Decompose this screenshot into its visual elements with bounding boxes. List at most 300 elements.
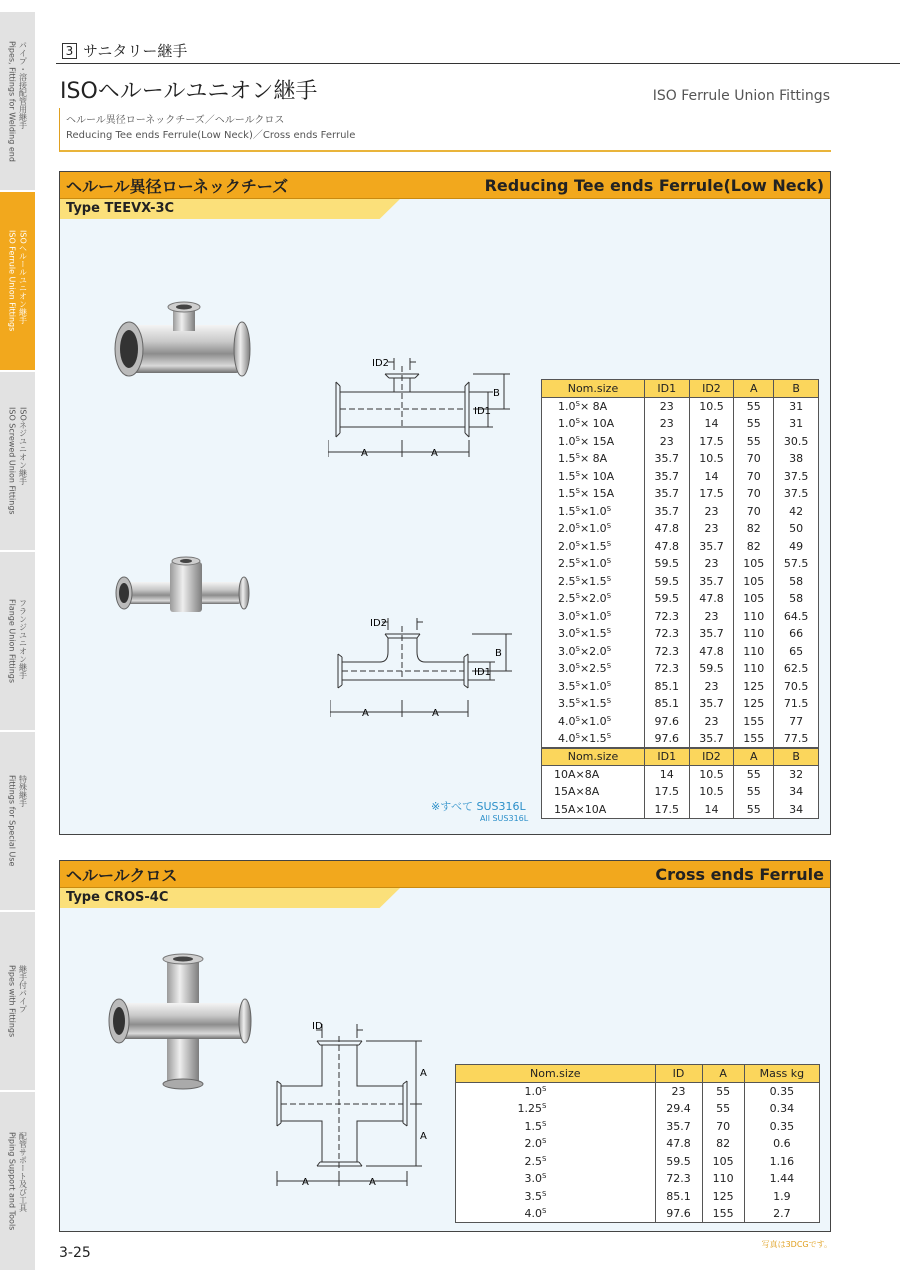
chapter-sidebar <box>0 12 35 1272</box>
nom-size-cell <box>542 678 645 696</box>
nom-size-sup: S <box>575 697 580 706</box>
cross-ferrule-spec-table <box>455 1064 820 1223</box>
sidebar-tab-label <box>7 599 29 683</box>
nom-size-major: 4.0 <box>558 714 576 728</box>
table-cell: 23 <box>689 520 734 538</box>
nom-size-minor: ×1.0 <box>579 557 607 571</box>
nom-size-sup: S <box>542 1189 547 1198</box>
nom-size-sup: S <box>606 539 612 548</box>
nom-size-cell <box>542 573 645 591</box>
table-row <box>542 660 819 678</box>
sidebar-tab-label <box>7 775 29 866</box>
table-cell: 30.5 <box>774 433 819 451</box>
nom-size-major: 1.0 <box>558 417 576 431</box>
nom-size-cell <box>542 660 645 678</box>
nom-size-major: 1.5 <box>558 469 576 483</box>
table-cell: 47.8 <box>689 643 734 661</box>
table-cell: 17.5 <box>689 485 734 503</box>
table-cell: 55 <box>734 415 774 433</box>
tee-col-header: ID2 <box>689 380 734 398</box>
sidebar-tab-2[interactable] <box>0 372 35 552</box>
nom-size-major: 1.0 <box>558 434 576 448</box>
nom-size-cell <box>542 608 645 626</box>
table-cell: 71.5 <box>774 695 819 713</box>
table-row <box>456 1153 820 1171</box>
table-cell: 77 <box>774 713 819 731</box>
nom-size-cell <box>542 415 645 433</box>
table-cell: 55 <box>734 801 774 819</box>
table-cell: 97.6 <box>655 1205 702 1223</box>
table-row <box>542 520 819 538</box>
table-cell: 59.5 <box>644 590 689 608</box>
table-row <box>542 415 819 433</box>
nom-size-sup: S <box>575 452 580 461</box>
table-cell: 70 <box>734 468 774 486</box>
nom-size-minor: ×2.5 <box>579 662 607 676</box>
tee-col-header: Nom.size <box>542 380 645 398</box>
nom-size-sup: S <box>542 1137 547 1146</box>
nom-size-sup: S <box>575 504 580 513</box>
table-cell: 55 <box>702 1100 744 1118</box>
table-cell: 23 <box>644 433 689 451</box>
table-row <box>542 450 819 468</box>
sidebar-tab-3[interactable] <box>0 552 35 732</box>
table-cell: 47.8 <box>644 538 689 556</box>
drawing1-b-label: B <box>493 388 500 399</box>
table-cell: 70 <box>702 1118 744 1136</box>
table-cell: 35.7 <box>689 625 734 643</box>
nom-size-cell <box>456 1135 656 1153</box>
drawing2-a-label-left: A <box>362 708 369 719</box>
cross-ferrule-title-en: Cross ends Ferrule <box>655 864 824 884</box>
tee-col-header: B <box>774 380 819 398</box>
tee-col-header: Nom.size <box>542 748 645 766</box>
table-cell: 15A×8A <box>542 783 645 801</box>
cross-ferrule-title-ja: ヘルールクロス <box>66 865 178 885</box>
table-cell: 35.7 <box>644 485 689 503</box>
reducing-tee-header <box>60 172 830 199</box>
nom-size-major: 2.5 <box>558 592 576 606</box>
cross-col-header: Mass kg <box>744 1065 819 1083</box>
nom-size-sup: S <box>606 644 612 653</box>
table-cell: 110 <box>734 643 774 661</box>
sidebar-tab-label-ja: フランジユニオン継手 <box>18 598 28 679</box>
nom-size-sup: S <box>606 714 612 723</box>
nom-size-minor: ×1.5 <box>579 539 607 553</box>
nom-size-major: 2.5 <box>558 574 576 588</box>
nom-size-major: 1.0 <box>558 400 576 413</box>
table-row <box>542 766 819 784</box>
drawing2-a-label-right: A <box>432 708 439 719</box>
nom-size-sup: S <box>575 592 580 601</box>
table-cell: 23 <box>644 415 689 433</box>
table-cell: 72.3 <box>644 643 689 661</box>
table-cell: 70 <box>734 485 774 503</box>
table-cell: 35.7 <box>644 503 689 521</box>
nom-size-cell <box>542 485 645 503</box>
sidebar-tab-label-ja: ISOヘルールユニオン継手 <box>18 230 28 325</box>
table-cell: 50 <box>774 520 819 538</box>
table-cell: 110 <box>734 660 774 678</box>
nom-size-cell <box>456 1188 656 1206</box>
sidebar-tab-label-en: Flange Union Fittings <box>7 598 17 684</box>
table-cell: 62.5 <box>774 660 819 678</box>
nom-size-major: 3.5 <box>558 697 576 711</box>
sidebar-tab-label <box>7 230 29 331</box>
table-cell: 17.5 <box>689 433 734 451</box>
table-cell: 105 <box>734 555 774 573</box>
drawing1-a-label-right: A <box>431 448 438 459</box>
table-cell: 110 <box>734 608 774 626</box>
nom-size-sup: S <box>575 539 580 548</box>
tee-sub-header <box>542 748 819 766</box>
table-cell: 10.5 <box>689 783 734 801</box>
sidebar-tab-label-en: Pipes with Fittings <box>7 964 17 1038</box>
table-cell: 72.3 <box>644 608 689 626</box>
nom-size-sup: S <box>575 522 580 531</box>
page-title-en: ISO Ferrule Union Fittings <box>652 88 830 104</box>
nom-size-cell <box>542 433 645 451</box>
nom-size-major: 3.0 <box>558 627 576 641</box>
table-cell: 110 <box>702 1170 744 1188</box>
table-cell: 35.7 <box>655 1118 702 1136</box>
table-cell: 15A×10A <box>542 801 645 819</box>
subheading-en: Reducing Tee ends Ferrule(Low Neck)／Cross ends Ferrule <box>66 130 356 141</box>
table-cell: 31 <box>774 415 819 433</box>
reducing-tee-photo-2 <box>108 552 258 622</box>
table-cell: 14 <box>644 766 689 784</box>
nom-size-minor: × 10A <box>579 417 615 431</box>
nom-size-cell <box>542 713 645 731</box>
table-cell: 97.6 <box>644 730 689 748</box>
table-cell: 31 <box>774 398 819 416</box>
table-row <box>542 695 819 713</box>
nom-size-sup: S <box>542 1154 547 1163</box>
nom-size-sup: S <box>606 574 612 583</box>
nom-size-sup: S <box>542 1207 547 1215</box>
nom-size-major: 1.5 <box>558 452 576 466</box>
cross-a-label-bottom: A <box>420 1131 427 1142</box>
table-row <box>456 1135 820 1153</box>
table-cell: 155 <box>734 730 774 748</box>
nom-size-value: 1.5 <box>524 1119 543 1133</box>
nom-size-minor: × 10A <box>579 469 615 483</box>
table-row <box>456 1205 820 1223</box>
table-cell: 70.5 <box>774 678 819 696</box>
table-cell: 29.4 <box>655 1100 702 1118</box>
nom-size-major: 4.0 <box>558 731 576 745</box>
table-cell: 32 <box>774 766 819 784</box>
table-cell: 59.5 <box>655 1153 702 1171</box>
table-cell: 2.7 <box>744 1205 819 1223</box>
table-cell: 47.8 <box>655 1135 702 1153</box>
nom-size-major: 3.0 <box>558 644 576 658</box>
table-cell: 23 <box>689 503 734 521</box>
nom-size-sup: S <box>575 679 580 688</box>
nom-size-minor: ×1.5 <box>579 574 607 588</box>
nom-size-sup: S <box>606 504 612 513</box>
table-cell: 77.5 <box>774 730 819 748</box>
nom-size-sup: S <box>606 731 612 740</box>
table-cell: 125 <box>734 678 774 696</box>
table-cell: 23 <box>644 398 689 416</box>
drawing1-a-label-left: A <box>361 448 368 459</box>
table-row <box>456 1188 820 1206</box>
reducing-tee-spec-table <box>541 379 819 819</box>
nom-size-sup: S <box>575 557 580 566</box>
table-row <box>542 590 819 608</box>
reducing-tee-panel <box>59 171 831 835</box>
table-row <box>542 713 819 731</box>
sidebar-tab-label-ja: ISOネジユニオン継手 <box>18 407 28 485</box>
table-row <box>542 783 819 801</box>
nom-size-sup: S <box>606 697 612 706</box>
table-row <box>542 555 819 573</box>
sidebar-tab-label-ja: 特殊継手 <box>18 775 28 808</box>
nom-size-sup: S <box>542 1085 547 1093</box>
table-cell: 125 <box>734 695 774 713</box>
table-cell: 55 <box>702 1083 744 1101</box>
table-cell: 105 <box>734 590 774 608</box>
table-cell: 35.7 <box>689 695 734 713</box>
nom-size-cell <box>456 1100 656 1118</box>
nom-size-major: 3.0 <box>558 662 576 676</box>
nom-size-major: 2.0 <box>558 539 576 553</box>
nom-size-sup: S <box>575 487 580 496</box>
table-cell: 57.5 <box>774 555 819 573</box>
nom-size-major: 3.0 <box>558 609 576 623</box>
nom-size-minor: ×1.0 <box>579 714 607 728</box>
table-cell: 14 <box>689 468 734 486</box>
nom-size-sup: S <box>606 627 612 636</box>
table-cell: 59.5 <box>644 555 689 573</box>
nom-size-minor: × 15A <box>579 487 615 501</box>
nom-size-cell <box>542 468 645 486</box>
table-cell: 59.5 <box>644 573 689 591</box>
reducing-tee-drawing-1 <box>328 352 518 467</box>
nom-size-sup: S <box>575 731 580 740</box>
table-cell: 10.5 <box>689 398 734 416</box>
nom-size-cell <box>542 730 645 748</box>
nom-size-sup: S <box>575 662 580 671</box>
table-cell: 10.5 <box>689 450 734 468</box>
table-row <box>542 573 819 591</box>
nom-size-cell <box>542 555 645 573</box>
sidebar-tab-label-ja: パイプ・溶接配管用継手 <box>18 40 28 129</box>
nom-size-sup: S <box>606 522 612 531</box>
table-cell: 70 <box>734 450 774 468</box>
nom-size-minor: ×1.0 <box>579 609 607 623</box>
sidebar-tab-4[interactable] <box>0 732 35 912</box>
nom-size-value: 3.0 <box>524 1172 543 1186</box>
table-cell: 155 <box>734 713 774 731</box>
nom-size-minor: ×1.5 <box>579 627 607 641</box>
tee-col-header: ID1 <box>644 748 689 766</box>
nom-size-sup: S <box>575 417 580 426</box>
reducing-tee-photo-1 <box>105 297 255 382</box>
page-title: ISOヘルールユニオン継手 <box>60 79 318 104</box>
sidebar-tab-6[interactable] <box>0 1092 35 1272</box>
nom-size-sup: S <box>575 434 580 443</box>
cross-ferrule-panel <box>59 860 831 1232</box>
nom-size-cell <box>542 520 645 538</box>
table-cell: 85.1 <box>644 695 689 713</box>
nom-size-cell <box>456 1205 656 1223</box>
nom-size-value: 2.0 <box>524 1137 543 1151</box>
sidebar-tab-label-en: Pipes, Fittings for Welding end <box>7 40 17 162</box>
table-cell: 35.7 <box>689 538 734 556</box>
cross-id-label: ID <box>312 1021 323 1032</box>
table-row <box>542 538 819 556</box>
table-cell: 35.7 <box>689 730 734 748</box>
nom-size-cell <box>542 398 645 416</box>
table-cell: 82 <box>734 538 774 556</box>
reducing-tee-type-bar <box>60 199 830 219</box>
table-cell: 14 <box>689 801 734 819</box>
tee-col-header: A <box>734 748 774 766</box>
chapter-number: 3 <box>62 43 77 59</box>
nom-size-sup: S <box>606 679 612 688</box>
nom-size-cell <box>542 450 645 468</box>
table-row <box>456 1083 820 1101</box>
nom-size-sup: S <box>575 714 580 723</box>
sidebar-tab-label-ja: 継手付パイプ <box>18 964 28 1013</box>
table-cell: 72.3 <box>655 1170 702 1188</box>
nom-size-minor: ×1.5 <box>579 697 607 711</box>
nom-size-sup: S <box>542 1102 547 1111</box>
nom-size-cell <box>456 1083 656 1101</box>
table-cell: 66 <box>774 625 819 643</box>
nom-size-minor: ×2.0 <box>579 644 607 658</box>
nom-size-major: 2.0 <box>558 522 576 536</box>
table-cell: 55 <box>734 433 774 451</box>
nom-size-cell <box>542 503 645 521</box>
table-cell: 37.5 <box>774 468 819 486</box>
table-row <box>542 643 819 661</box>
nom-size-major: 2.5 <box>558 557 576 571</box>
cross-col-header: A <box>702 1065 744 1083</box>
drawing2-b-label: B <box>495 648 502 659</box>
nom-size-cell <box>456 1153 656 1171</box>
table-cell: 47.8 <box>689 590 734 608</box>
table-cell: 17.5 <box>644 801 689 819</box>
drawing1-id2-label: ID2 <box>372 358 390 369</box>
table-row <box>542 433 819 451</box>
nom-size-sup: S <box>606 609 612 618</box>
table-cell: 55 <box>734 766 774 784</box>
sidebar-tab-label <box>7 965 29 1037</box>
reducing-tee-table-header <box>542 380 819 398</box>
table-cell: 97.6 <box>644 713 689 731</box>
table-cell: 0.35 <box>744 1118 819 1136</box>
nom-size-value: 1.25 <box>517 1102 543 1116</box>
table-row <box>542 730 819 748</box>
nom-size-minor: ×2.0 <box>579 592 607 606</box>
sidebar-tab-1[interactable] <box>0 192 35 372</box>
cross-ferrule-type-bar <box>60 888 830 908</box>
table-cell: 0.6 <box>744 1135 819 1153</box>
nom-size-major: 1.5 <box>558 504 576 518</box>
table-cell: 55 <box>734 783 774 801</box>
table-cell: 125 <box>702 1188 744 1206</box>
table-cell: 72.3 <box>644 625 689 643</box>
table-cell: 10A×8A <box>542 766 645 784</box>
nom-size-sup: S <box>575 644 580 653</box>
subheading-ja: ヘルール異径ローネックチーズ／ヘルールクロス <box>66 115 285 126</box>
cross-a-label-top: A <box>420 1068 427 1079</box>
table-cell: 23 <box>689 608 734 626</box>
sidebar-tab-label <box>7 1132 29 1230</box>
drawing2-id2-label: ID2 <box>370 618 388 629</box>
table-cell: 72.3 <box>644 660 689 678</box>
sidebar-tab-label-en: ISO Ferrule Union Fittings <box>7 230 17 332</box>
cross-a-label-right: A <box>369 1177 376 1188</box>
sidebar-tab-0[interactable] <box>0 12 35 192</box>
nom-size-minor: × 15A <box>579 434 615 448</box>
table-cell: 155 <box>702 1205 744 1223</box>
table-cell: 23 <box>689 713 734 731</box>
table-cell: 23 <box>689 678 734 696</box>
nom-size-major: 3.5 <box>558 679 576 693</box>
table-cell: 0.35 <box>744 1083 819 1101</box>
table-cell: 35.7 <box>644 450 689 468</box>
table-cell: 42 <box>774 503 819 521</box>
sidebar-tab-label-en: Piping Support and Tools <box>7 1131 17 1231</box>
nom-size-value: 3.5 <box>524 1189 543 1203</box>
page-number: 3-25 <box>59 1245 91 1261</box>
nom-size-cell <box>542 625 645 643</box>
table-row <box>456 1170 820 1188</box>
table-cell: 34 <box>774 783 819 801</box>
sidebar-tab-5[interactable] <box>0 912 35 1092</box>
sidebar-tab-label-ja: 配管サポート及び工具 <box>18 1131 28 1212</box>
table-cell: 47.8 <box>644 520 689 538</box>
nom-size-value: 2.5 <box>524 1154 543 1168</box>
drawing1-id1-label: ID1 <box>474 406 492 417</box>
nom-size-value: 1.0 <box>524 1085 543 1098</box>
nom-size-minor: ×1.0 <box>579 522 607 536</box>
table-cell: 1.44 <box>744 1170 819 1188</box>
nom-size-minor: ×1.5 <box>579 731 607 745</box>
table-cell: 82 <box>734 520 774 538</box>
reducing-tee-title-en: Reducing Tee ends Ferrule(Low Neck) <box>484 175 824 195</box>
nom-size-cell <box>542 643 645 661</box>
nom-size-cell <box>542 590 645 608</box>
table-cell: 38 <box>774 450 819 468</box>
nom-size-cell <box>456 1170 656 1188</box>
cross-ferrule-type: Type CROS-4C <box>66 890 169 905</box>
nom-size-sup: S <box>606 557 612 566</box>
table-row <box>542 468 819 486</box>
nom-size-minor: × 8A <box>579 400 608 413</box>
nom-size-sup: S <box>575 627 580 636</box>
table-cell: 55 <box>734 398 774 416</box>
table-cell: 59.5 <box>689 660 734 678</box>
table-cell: 17.5 <box>644 783 689 801</box>
table-cell: 105 <box>734 573 774 591</box>
table-cell: 35.7 <box>644 468 689 486</box>
table-row <box>542 503 819 521</box>
cross-col-header: Nom.size <box>456 1065 656 1083</box>
table-cell: 110 <box>734 625 774 643</box>
nom-size-minor: ×1.0 <box>579 679 607 693</box>
nom-size-sup: S <box>542 1172 547 1181</box>
table-row <box>542 678 819 696</box>
table-cell: 85.1 <box>644 678 689 696</box>
nom-size-cell <box>542 538 645 556</box>
sidebar-tab-label-en: ISO Screwed Union Fittings <box>7 407 17 515</box>
table-row <box>542 801 819 819</box>
